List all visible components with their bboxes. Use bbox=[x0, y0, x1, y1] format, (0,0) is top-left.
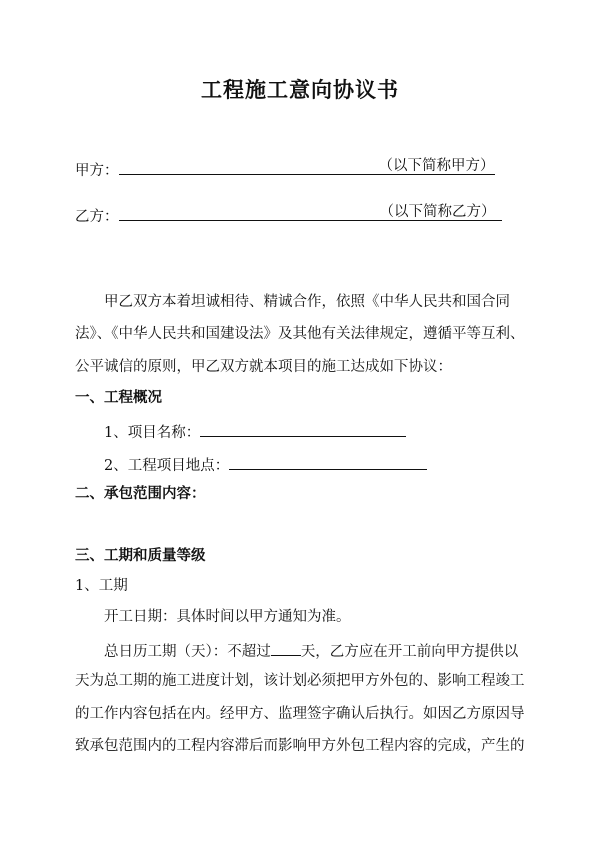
party-a-note: （以下简称甲方） bbox=[378, 158, 495, 174]
section-3-heading: 三、工期和质量等级 bbox=[75, 548, 206, 564]
party-b-row bbox=[75, 204, 502, 227]
project-name-row bbox=[104, 420, 406, 443]
intro-line-3: 公平诚信的原则，甲乙双方就本项目的施工达成如下协议： bbox=[75, 359, 452, 375]
section-2-heading: 二、承包范围内容： bbox=[75, 486, 206, 502]
party-b-note: （以下简称乙方） bbox=[379, 204, 496, 220]
section-1-heading: 一、工程概况 bbox=[75, 390, 162, 406]
party-a-label: 甲方： bbox=[75, 163, 119, 179]
intro-line-1: 甲乙双方本着坦诚相待、精诚合作，依照《中华人民共和国合同 bbox=[104, 294, 510, 310]
section-3-sub-1: 1、工期 bbox=[75, 578, 128, 594]
schedule-line-3: 的工作内容包括在内。经甲方、监理签字确认后执行。如因乙方原因导 bbox=[75, 706, 525, 722]
schedule-line-2: 天为总工期的施工进度计划，该计划必须把甲方外包的、影响工程竣工 bbox=[75, 673, 525, 689]
duration-days-blank[interactable] bbox=[271, 639, 301, 656]
party-a-row bbox=[75, 158, 495, 181]
duration-suffix: 天，乙方应在开工前向甲方提供以 bbox=[300, 644, 519, 660]
project-location-label: 2、工程项目地点： bbox=[104, 458, 230, 474]
project-name-blank[interactable] bbox=[200, 420, 406, 437]
project-location-row bbox=[104, 453, 427, 476]
party-b-label: 乙方： bbox=[75, 209, 119, 225]
schedule-line-4: 致承包范围内的工程内容滞后而影响甲方外包工程内容的完成，产生的 bbox=[75, 738, 525, 754]
party-b-blank[interactable] bbox=[119, 204, 502, 221]
project-name-label: 1、项目名称： bbox=[104, 425, 201, 441]
duration-prefix: 总日历工期（天）：不超过 bbox=[104, 644, 271, 660]
intro-line-2: 法》、《中华人民共和国建设法》及其他有关法律规定，遵循平等互利、 bbox=[75, 326, 525, 342]
project-location-blank[interactable] bbox=[229, 453, 427, 470]
start-date-line: 开工日期：具体时间以甲方通知为准。 bbox=[104, 609, 351, 625]
party-a-blank[interactable] bbox=[119, 158, 495, 175]
duration-line bbox=[104, 639, 518, 662]
document-title: 工程施工意向协议书 bbox=[201, 78, 399, 102]
